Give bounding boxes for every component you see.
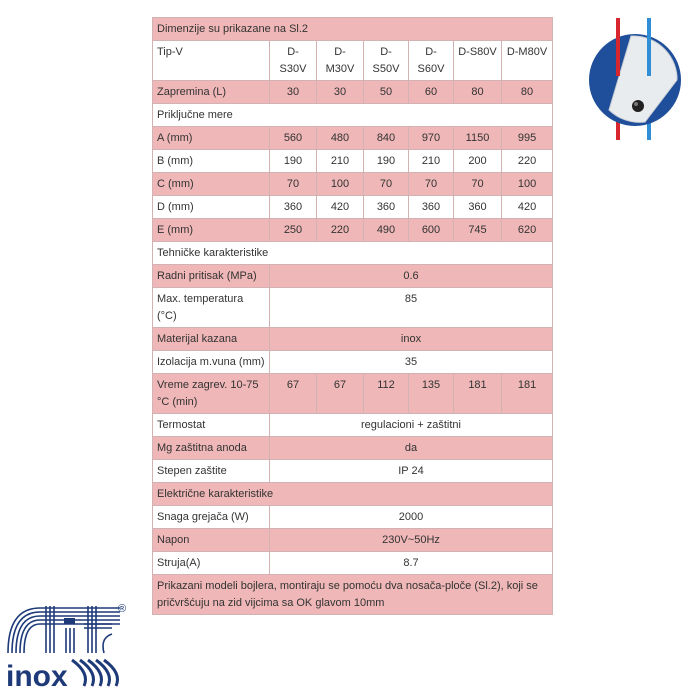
elec-header-row [153, 483, 553, 506]
value-cell: da [270, 437, 553, 460]
row-label: Materijal kazana [153, 328, 270, 351]
registered-mark: ® [118, 603, 127, 615]
value-cell: 210 [317, 150, 364, 173]
tech-row [153, 414, 553, 437]
value-cell: 181 [454, 374, 502, 414]
value-cell: 112 [364, 374, 409, 414]
model-label-line: D-S60V [417, 46, 445, 75]
value-cell: 250 [270, 219, 317, 242]
row-label: Max. temperatura (°C) [153, 288, 270, 328]
value-cell: 0.6 [270, 265, 553, 288]
elec-row [153, 506, 553, 529]
dim-row [153, 173, 553, 196]
value-cell: 360 [270, 196, 317, 219]
model-d-m80v [502, 41, 553, 81]
volume-row [153, 81, 553, 104]
value-cell: 50 [364, 81, 409, 104]
value-cell: 80 [454, 81, 502, 104]
note-bottom-row [153, 575, 553, 615]
row-label: Termostat [153, 414, 270, 437]
logo-mark [0, 598, 140, 690]
value-cell: 70 [270, 173, 317, 196]
model-label-line: D-S80V [458, 46, 497, 58]
value-cell: 620 [502, 219, 553, 242]
model-d-s80v [454, 41, 502, 81]
row-label: Vreme zagrev. 10-75 °C (min) [153, 374, 270, 414]
value-cell: 70 [364, 173, 409, 196]
section-header: Tehničke karakteristike [153, 242, 553, 265]
value-cell: 67 [317, 374, 364, 414]
model-label-line: D-S50V [372, 46, 400, 75]
value-cell: 70 [454, 173, 502, 196]
connection-header-row [153, 104, 553, 127]
value-cell: 490 [364, 219, 409, 242]
row-label: B (mm) [153, 150, 270, 173]
row-label: Mg zaštitna anoda [153, 437, 270, 460]
value-cell: 360 [409, 196, 454, 219]
row-label: D (mm) [153, 196, 270, 219]
type-label: Tip-V [153, 41, 270, 81]
value-cell: 85 [270, 288, 553, 328]
note-top-row [153, 18, 553, 41]
value-cell: 210 [409, 150, 454, 173]
model-d-s30v [270, 41, 317, 81]
row-label: Radni pritisak (MPa) [153, 265, 270, 288]
value-cell: 360 [364, 196, 409, 219]
model-d-s50v [364, 41, 409, 81]
model-d-m30v [317, 41, 364, 81]
row-label: A (mm) [153, 127, 270, 150]
value-cell: 220 [317, 219, 364, 242]
value-cell: 420 [317, 196, 364, 219]
value-cell: 970 [409, 127, 454, 150]
heating-time-row [153, 374, 553, 414]
row-label: C (mm) [153, 173, 270, 196]
dim-row [153, 219, 553, 242]
value-cell: 67 [270, 374, 317, 414]
model-d-s60v [409, 41, 454, 81]
value-cell: regulacioni + zaštitni [270, 414, 553, 437]
value-cell: 360 [454, 196, 502, 219]
value-cell: 745 [454, 219, 502, 242]
tech-row [153, 437, 553, 460]
model-label-line: D-M80V [506, 46, 548, 58]
value-cell: 220 [502, 150, 553, 173]
value-cell: 80 [502, 81, 553, 104]
model-label-line: D-S30V [279, 46, 307, 75]
value-cell: 190 [364, 150, 409, 173]
tech-row [153, 460, 553, 483]
note-bottom: Prikazani modeli bojlera, montiraju se pomoću dva nosača-ploče (Sl.2), koji se pričvršćuju na zid vijcima sa OK glavom 10mm [153, 575, 553, 615]
value-cell: 480 [317, 127, 364, 150]
logo-sub-text: inox [6, 660, 68, 690]
row-label: Struja(A) [153, 552, 270, 575]
value-cell: 8.7 [270, 552, 553, 575]
model-label-line: D- [334, 46, 346, 58]
type-row [153, 41, 553, 81]
tech-row [153, 265, 553, 288]
value-cell: 30 [270, 81, 317, 104]
value-cell: 100 [502, 173, 553, 196]
value-cell: 190 [270, 150, 317, 173]
value-cell: 560 [270, 127, 317, 150]
dim-row [153, 196, 553, 219]
value-cell: 200 [454, 150, 502, 173]
row-label: Stepen zaštite [153, 460, 270, 483]
value-cell: IP 24 [270, 460, 553, 483]
value-cell: 995 [502, 127, 553, 150]
elec-row [153, 529, 553, 552]
row-label: Zapremina (L) [153, 81, 270, 104]
note-top: Dimenzije su prikazane na Sl.2 [153, 18, 553, 41]
value-cell: 135 [409, 374, 454, 414]
value-cell: 35 [270, 351, 553, 374]
value-cell: 840 [364, 127, 409, 150]
value-cell: 60 [409, 81, 454, 104]
section-header: Priključne mere [153, 104, 553, 127]
value-cell: 100 [317, 173, 364, 196]
model-label-line: M30V [325, 63, 355, 75]
spec-table [152, 17, 553, 615]
value-cell: 181 [502, 374, 553, 414]
row-label: E (mm) [153, 219, 270, 242]
value-cell: 2000 [270, 506, 553, 529]
water-heater-icon [585, 18, 685, 143]
elit-inox-logo [0, 598, 140, 690]
tech-row [153, 351, 553, 374]
value-cell: 30 [317, 81, 364, 104]
value-cell: inox [270, 328, 553, 351]
section-header: Električne karakteristike [153, 483, 553, 506]
dim-row [153, 127, 553, 150]
tech-row [153, 328, 553, 351]
value-cell: 1150 [454, 127, 502, 150]
row-label: Napon [153, 529, 270, 552]
elec-row [153, 552, 553, 575]
row-label: Snaga grejača (W) [153, 506, 270, 529]
tech-header-row [153, 242, 553, 265]
tech-row [153, 288, 553, 328]
value-cell: 600 [409, 219, 454, 242]
dim-row [153, 150, 553, 173]
row-label: Izolacija m.vuna (mm) [153, 351, 270, 374]
value-cell: 230V~50Hz [270, 529, 553, 552]
value-cell: 70 [409, 173, 454, 196]
value-cell: 420 [502, 196, 553, 219]
